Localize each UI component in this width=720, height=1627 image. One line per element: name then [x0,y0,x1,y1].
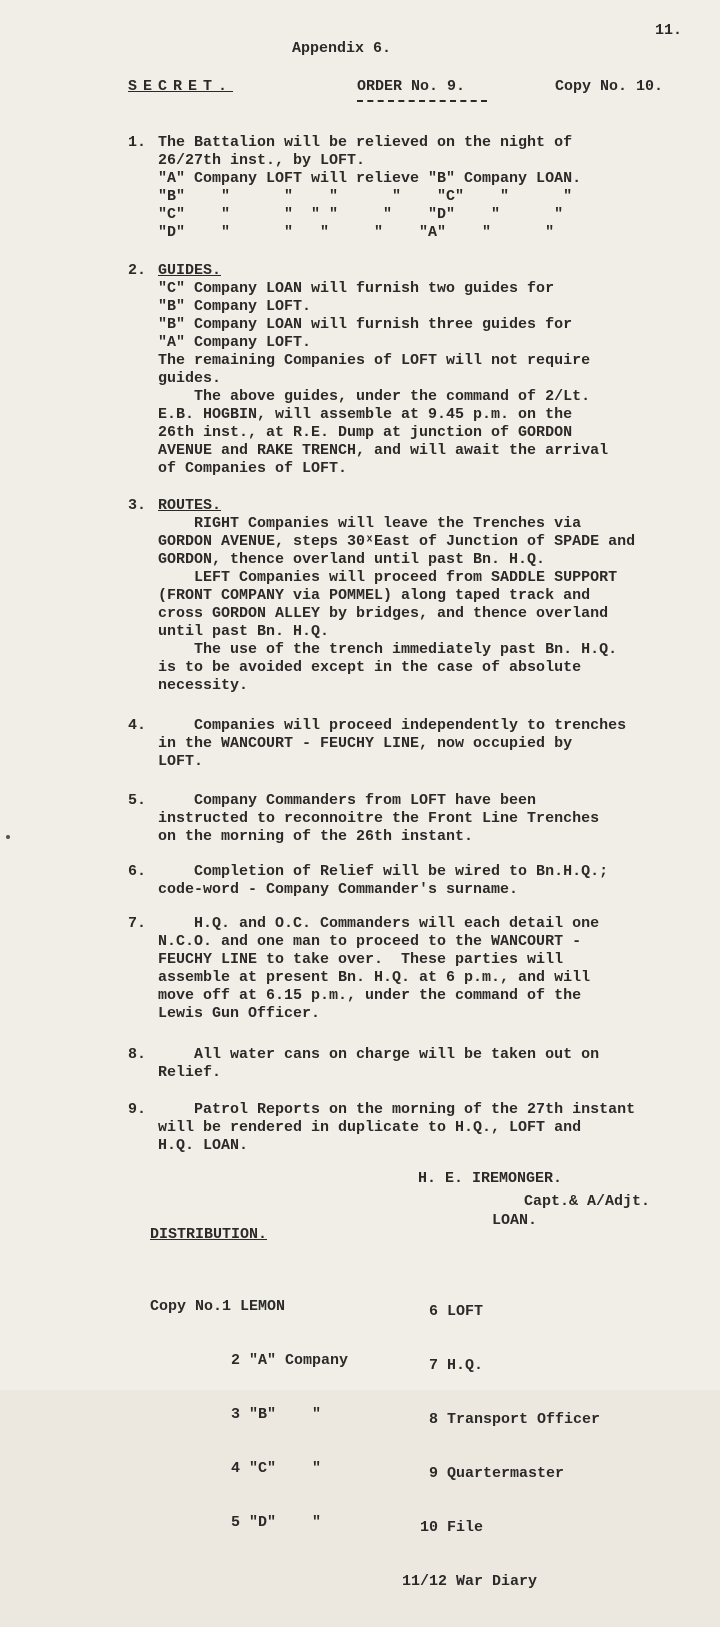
paragraph-line: The use of the trench immediately past Bn. H.Q. [158,641,618,658]
distribution-right-column [402,1267,600,1627]
distribution-title: DISTRIBUTION. [150,1226,268,1243]
paragraph-line: code-word - Company Commander's surname. [158,881,519,898]
paragraph-number: 1. [128,134,147,151]
paragraph-number: 9. [128,1101,147,1118]
copy-number: Copy No. 10. [555,78,664,95]
paragraph-line: Patrol Reports on the morning of the 27th instant [158,1101,636,1118]
paragraph-line: Lewis Gun Officer. [158,1005,321,1022]
ink-dot [6,835,10,839]
paragraph-line: AVENUE and RAKE TRENCH, and will await the arrival [158,442,609,459]
paragraph-line: is to be avoided except in the case of absolute [158,659,582,676]
paragraph-line: The above guides, under the command of 2/Lt. [158,388,591,405]
paragraph-line: Company Commanders from LOFT have been [158,792,537,809]
distribution-entry: 8 Transport Officer [402,1411,601,1428]
paragraph-line: Companies will proceed independently to trenches [158,717,627,734]
distribution-entry: 4 "C" " [150,1460,322,1477]
section-heading: GUIDES. [158,262,222,279]
paragraph-line: Completion of Relief will be wired to Bn.H.Q.; [158,863,609,880]
paragraph-line: All water cans on charge will be taken out on [158,1046,600,1063]
paragraph-number: 7. [128,915,147,932]
paragraph-line: GORDON, thence overland until past Bn. H.Q. [158,551,546,568]
paragraph-line: instructed to reconnoitre the Front Line Trenches [158,810,600,827]
page-number: 11. [655,22,683,39]
distribution-entry: Copy No.1 LEMON [150,1298,286,1315]
distribution-entry: 2 "A" Company [150,1352,349,1369]
paragraph-line: of Companies of LOFT. [158,460,348,477]
paragraph-line: (FRONT COMPANY via POMMEL) along taped track and [158,587,591,604]
paragraph-line: "A" Company LOFT. [158,334,312,351]
paragraph-line: 26th inst., at R.E. Dump at junction of GORDON [158,424,573,441]
paragraph-line: "B" " " " " "C" " " [158,188,573,205]
paragraph-number: 4. [128,717,147,734]
paragraph-line: "B" Company LOFT. [158,298,312,315]
paragraph-number: 8. [128,1046,147,1063]
paragraph-line: N.C.O. and one man to proceed to the WANCOURT - [158,933,582,950]
paragraph-line: GORDON AVENUE, steps 30ˣEast of Junction of SPADE and [158,533,636,550]
distribution-entry: 5 "D" " [150,1514,322,1531]
paragraph-line: LOFT. [158,753,204,770]
paragraph-number: 2. [128,262,147,279]
paragraph-line: in the WANCOURT - FEUCHY LINE, now occupied by [158,735,573,752]
paragraph-line: "C" " " " " " "D" " " [158,206,564,223]
paragraph-line: necessity. [158,677,249,694]
paragraph-line: move off at 6.15 p.m., under the command of the [158,987,582,1004]
paragraph-line: RIGHT Companies will leave the Trenches via [158,515,582,532]
paragraph-line: "A" Company LOFT will relieve "B" Company LOAN. [158,170,582,187]
paragraph-line: "B" Company LOAN will furnish three guides for [158,316,573,333]
paragraph-line: on the morning of the 26th instant. [158,828,474,845]
paragraph-line: cross GORDON ALLEY by bridges, and thence overland [158,605,609,622]
paragraph-line: E.B. HOGBIN, will assemble at 9.45 p.m. on the [158,406,573,423]
appendix-title: Appendix 6. [292,40,392,57]
distribution-entry: 6 LOFT [402,1303,484,1320]
paragraph-line: Relief. [158,1064,222,1081]
order-underline [357,100,487,102]
signature-unit: LOAN. [492,1212,538,1229]
distribution-entry: 3 "B" " [150,1406,322,1423]
distribution-entry: 11/12 War Diary [402,1573,538,1590]
paragraph-number: 3. [128,497,147,514]
distribution-left-column [150,1262,348,1568]
paragraph-number: 6. [128,863,147,880]
paragraph-line: LEFT Companies will proceed from SADDLE SUPPORT [158,569,618,586]
signature-name: H. E. IREMONGER. [418,1170,563,1187]
paragraph-line: 26/27th inst., by LOFT. [158,152,366,169]
signature-rank: Capt.& A/Adjt. [524,1193,651,1210]
paragraph-line: FEUCHY LINE to take over. These parties will [158,951,564,968]
paragraph-line: "D" " " " " "A" " " [158,224,555,241]
paragraph-line: until past Bn. H.Q. [158,623,330,640]
section-heading: ROUTES. [158,497,222,514]
paragraph-line: The remaining Companies of LOFT will not require [158,352,591,369]
paragraph-line: will be rendered in duplicate to H.Q., LOFT and [158,1119,582,1136]
paragraph-line: assemble at present Bn. H.Q. at 6 p.m., and will [158,969,591,986]
distribution-entry: 9 Quartermaster [402,1465,565,1482]
distribution-entry: 7 H.Q. [402,1357,484,1374]
paragraph-line: H.Q. LOAN. [158,1137,249,1154]
paragraph-line: "C" Company LOAN will furnish two guides for [158,280,555,297]
paragraph-line: guides. [158,370,222,387]
secret-label: SECRET. [128,78,234,95]
paragraph-number: 5. [128,792,147,809]
paragraph-line: The Battalion will be relieved on the night of [158,134,573,151]
order-number: ORDER No. 9. [357,78,466,95]
paragraph-line: H.Q. and O.C. Commanders will each detail one [158,915,600,932]
distribution-entry: 10 File [402,1519,484,1536]
